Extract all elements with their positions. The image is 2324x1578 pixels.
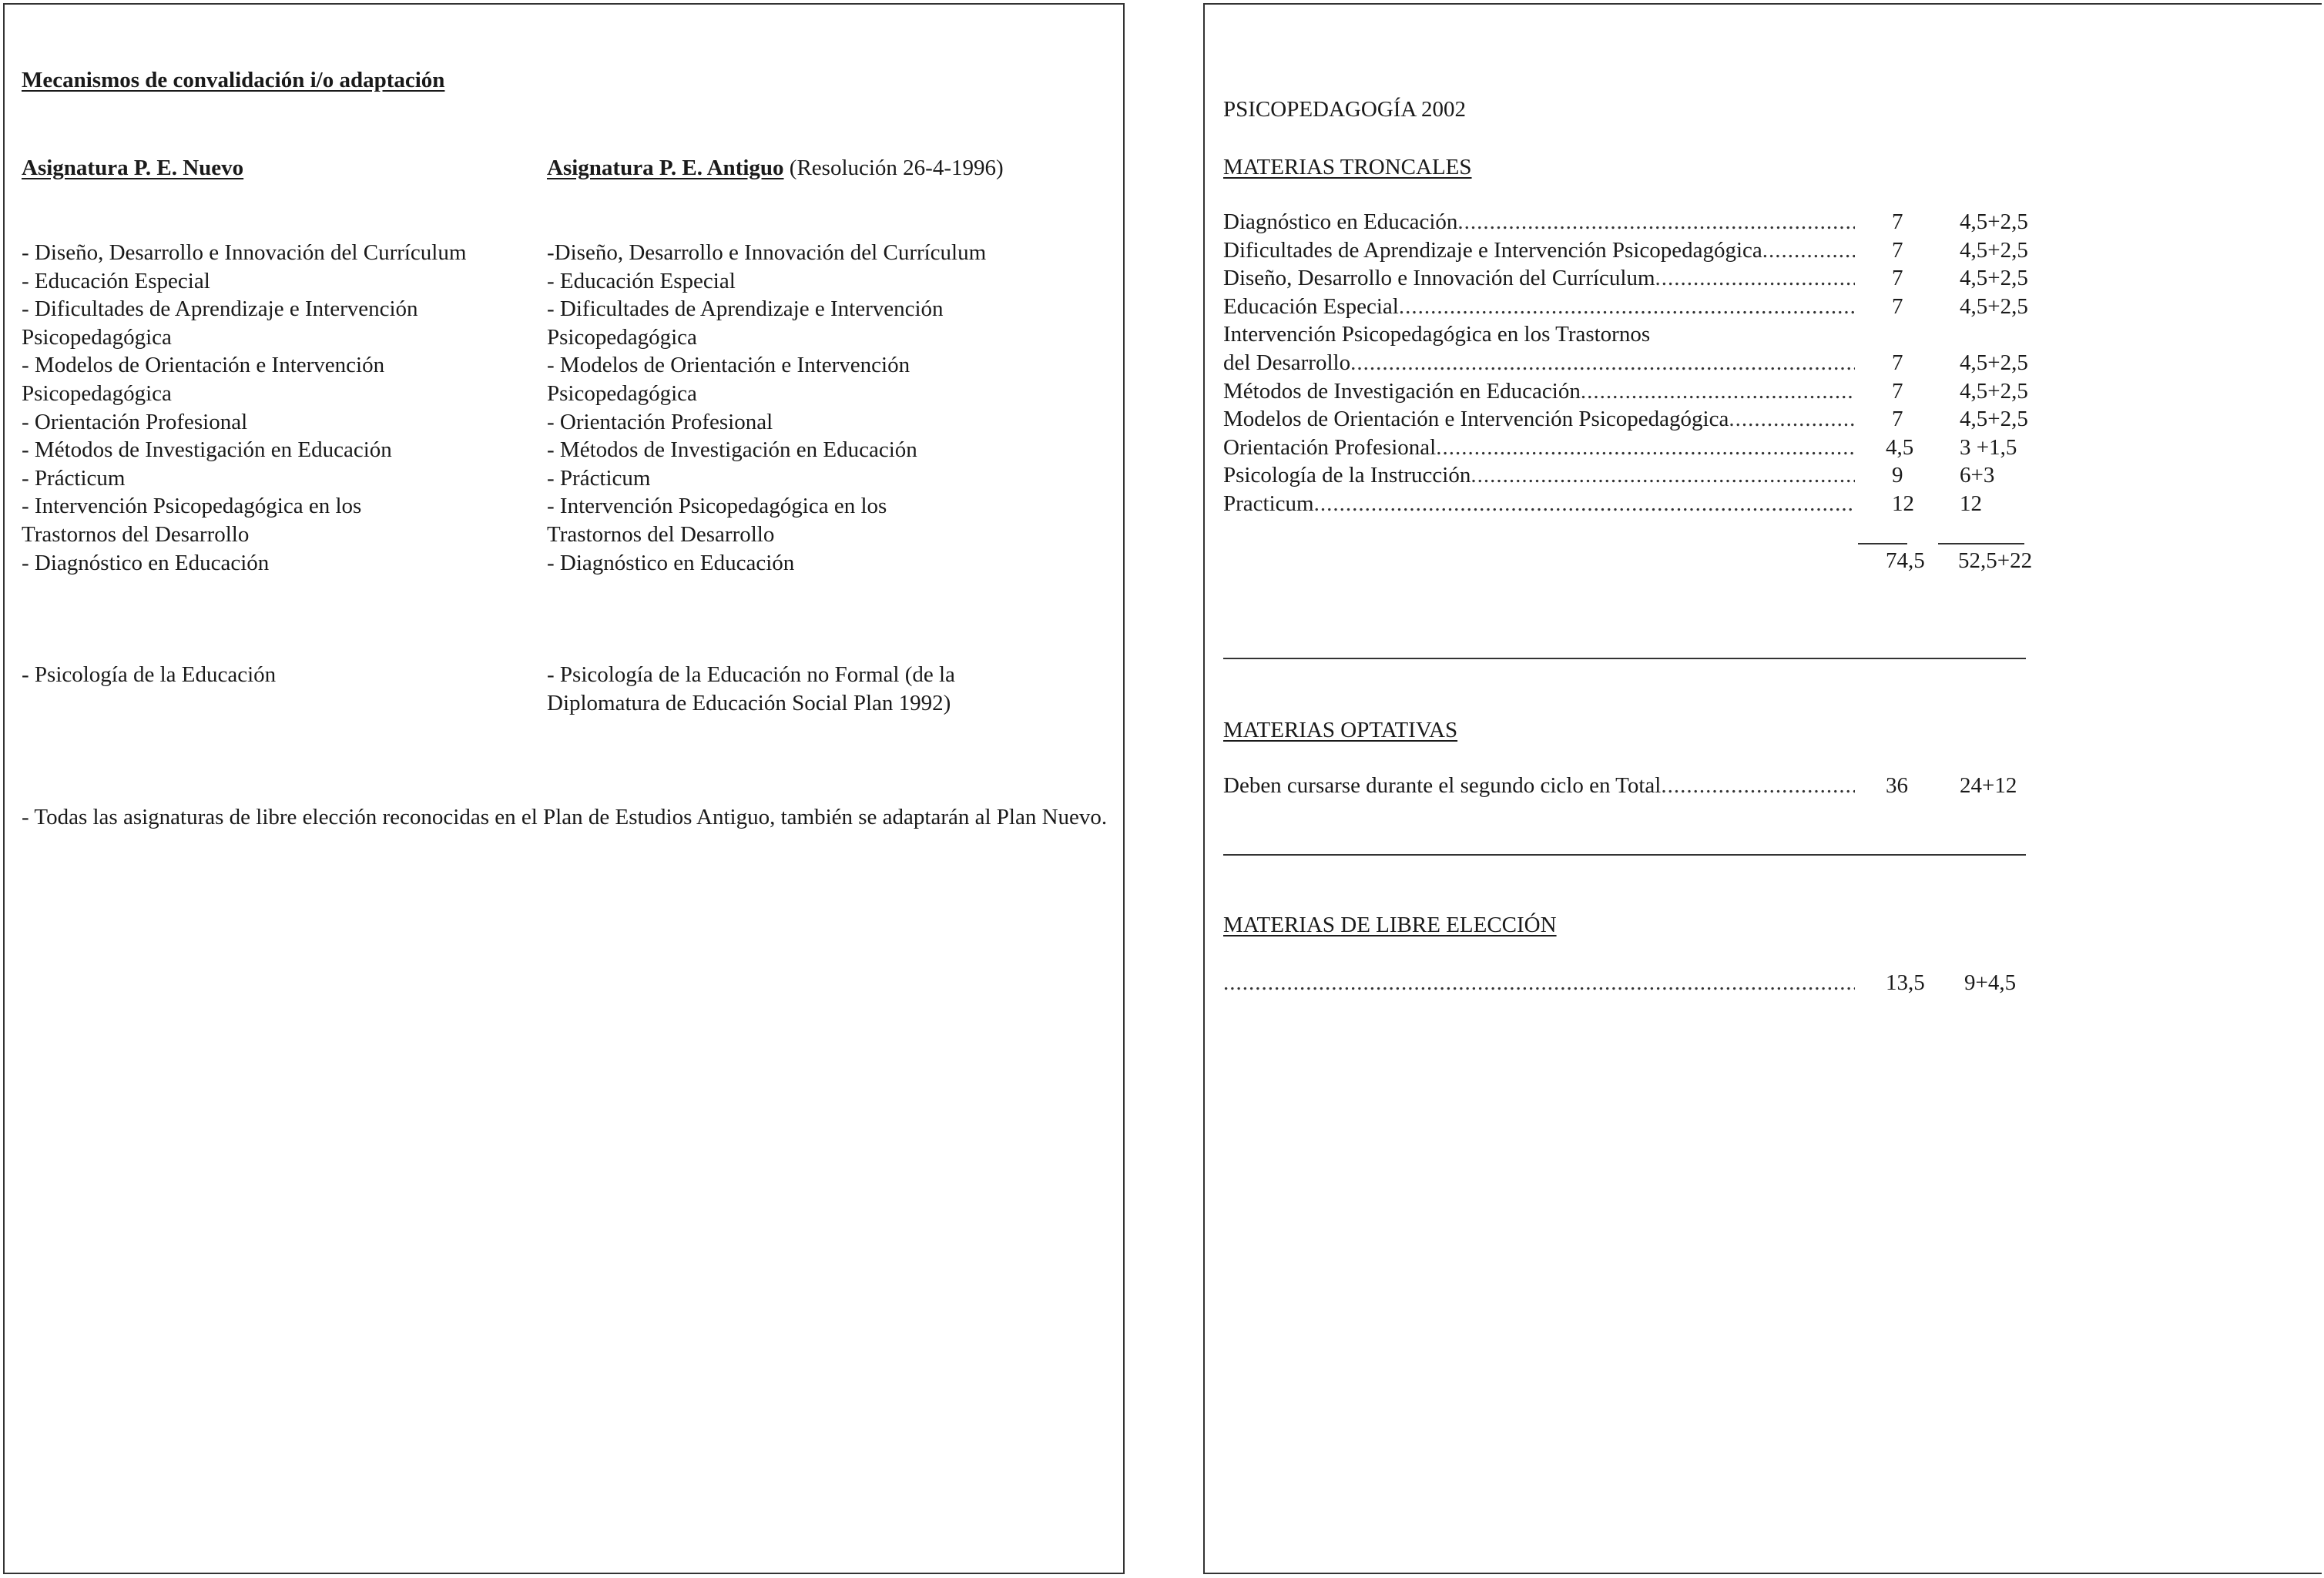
leader-dots: [1457, 208, 1855, 236]
subject-name: Educación Especial: [1223, 293, 1399, 319]
subject-credits: 7: [1892, 266, 1903, 291]
new-plan-subject-line: - Intervención Psicopedagógica en los: [22, 494, 362, 519]
subject-name: Intervención Psicopedagógica en los Trastornos: [1223, 322, 1651, 347]
new-plan-subject-line: - Orientación Profesional: [22, 409, 248, 434]
leader-dots: [1762, 236, 1855, 265]
troncales-row: [1223, 264, 2028, 293]
old-plan-column-header: [547, 154, 1004, 183]
leader-dots: [1223, 969, 1855, 997]
optativas-row-label: Deben cursarse durante el segundo ciclo en Total: [1223, 773, 1662, 798]
leader-dots: [1471, 461, 1855, 490]
old-plan-subject-list: [547, 239, 1102, 577]
old-plan-subject-line: -Diseño, Desarrollo e Innovación del Currículum: [547, 240, 987, 265]
troncales-heading: MATERIAS TRONCALES: [1223, 155, 1472, 179]
troncales-row: [1223, 293, 2028, 321]
new-plan-subject-line: Psicopedagógica: [22, 380, 172, 406]
subject-credits: 7: [1892, 350, 1903, 375]
psychology-old-subject-line1: - Psicología de la Educación no Formal (de la: [547, 662, 955, 687]
subject-credit-split: 4,5+2,5: [1960, 350, 2028, 375]
old-plan-subject-line: - Prácticum: [547, 465, 651, 491]
subject-credits: 4,5: [1886, 434, 1914, 460]
troncales-row: [1223, 377, 2028, 406]
old-plan-header-label: Asignatura P. E. Antiguo: [547, 156, 784, 180]
libre-credits: 13,5: [1886, 970, 1925, 995]
subject-name: Diseño, Desarrollo e Innovación del Currículum: [1223, 266, 1655, 291]
old-plan-subject-line: - Orientación Profesional: [547, 409, 773, 434]
troncales-row: [1223, 349, 2028, 377]
new-plan-column-header: Asignatura P. E. Nuevo: [22, 156, 244, 180]
old-plan-subject-line: - Dificultades de Aprendizaje e Intervención: [547, 297, 944, 322]
troncales-row: [1223, 208, 2028, 236]
new-plan-subject-line: - Prácticum: [22, 465, 126, 491]
free-choice-note: - Todas las asignaturas de libre elección reconocidas en el Plan de Estudios Antiguo, también se adaptarán al Plan Nuevo.: [22, 805, 1108, 829]
old-plan-subject-line: - Intervención Psicopedagógica en los: [547, 494, 887, 519]
leader-dots: [1314, 490, 1855, 518]
subject-name: Métodos de Investigación en Educación: [1223, 378, 1581, 404]
subject-credit-split: 4,5+2,5: [1960, 293, 2028, 319]
leader-dots: [1350, 349, 1855, 377]
old-plan-header-resolution: (Resolución 26-4-1996): [783, 156, 1004, 180]
libre-row: [1223, 969, 2024, 997]
old-plan-subject-line: - Diagnóstico en Educación: [547, 550, 795, 575]
subject-name: Practicum: [1223, 491, 1314, 516]
subject-credit-split: 12: [1960, 491, 1982, 516]
subject-credits: 12: [1892, 491, 1914, 516]
new-plan-subject-line: - Diseño, Desarrollo e Innovación del Currículum: [22, 240, 467, 265]
psychology-old-subject-line2: Diplomatura de Educación Social Plan 1992): [547, 691, 951, 715]
subject-name: Modelos de Orientación e Intervención Psicopedagógica: [1223, 407, 1729, 432]
subject-name: Dificultades de Aprendizaje e Intervención Psicopedagógica: [1223, 237, 1762, 263]
subject-credit-split: 4,5+2,5: [1960, 378, 2028, 404]
libre-heading: MATERIAS DE LIBRE ELECCIÓN: [1223, 913, 1557, 937]
section-divider: [1223, 658, 2026, 659]
new-plan-subject-line: - Modelos de Orientación e Intervención: [22, 353, 385, 378]
new-plan-subject-line: - Educación Especial: [22, 268, 210, 293]
new-plan-subject-line: - Dificultades de Aprendizaje e Intervención: [22, 297, 418, 322]
subject-credit-split: 4,5+2,5: [1960, 407, 2028, 432]
troncales-row: [1223, 461, 2024, 490]
old-plan-subject-line: Psicopedagógica: [547, 380, 697, 406]
troncales-row: [1223, 434, 2024, 462]
optativas-row: [1223, 772, 2024, 800]
new-plan-subject-line: - Métodos de Investigación en Educación: [22, 437, 392, 463]
subject-credit-split: 4,5+2,5: [1960, 209, 2028, 234]
leader-dots: [1655, 264, 1855, 293]
subject-credit-split: 4,5+2,5: [1960, 266, 2028, 291]
psychology-new-subject: - Psicología de la Educación: [22, 662, 277, 687]
section-divider: [1223, 854, 2026, 856]
new-plan-subject-list: [22, 239, 538, 577]
troncales-total-credits: 74,5: [1886, 548, 1925, 573]
new-plan-subject-line: Trastornos del Desarrollo: [22, 521, 250, 547]
subject-credits: 7: [1892, 378, 1903, 404]
subject-name: Psicología de la Instrucción: [1223, 463, 1471, 488]
leader-dots: [1661, 772, 1855, 800]
right-page: [1203, 3, 2322, 1574]
leader-dots: [1729, 405, 1855, 434]
credits-total-rule: [1858, 543, 1907, 544]
troncales-row: [1223, 320, 2024, 349]
troncales-row: [1223, 236, 2028, 265]
troncales-total-split: 52,5+22: [1958, 548, 2033, 573]
optativas-split: 24+12: [1960, 773, 2017, 798]
libre-split: 9+4,5: [1964, 970, 2017, 995]
leader-dots: [1436, 434, 1855, 462]
optativas-heading: MATERIAS OPTATIVAS: [1223, 718, 1458, 742]
subject-credits: 7: [1892, 407, 1903, 432]
subject-credits: 7: [1892, 209, 1903, 234]
troncales-row: [1223, 490, 2024, 518]
leader-dots: [1581, 377, 1855, 406]
new-plan-subject-line: - Diagnóstico en Educación: [22, 550, 270, 575]
subject-name: Orientación Profesional: [1223, 434, 1437, 460]
subject-credits: 7: [1892, 293, 1903, 319]
program-title: PSICOPEDAGOGÍA 2002: [1223, 97, 1467, 122]
subject-credits: 9: [1892, 463, 1903, 488]
subject-name: del Desarrollo: [1223, 350, 1351, 375]
optativas-credits: 36: [1886, 773, 1908, 798]
subject-credits: 7: [1892, 237, 1903, 263]
subject-credit-split: 3 +1,5: [1960, 434, 2017, 460]
subject-credit-split: 4,5+2,5: [1960, 237, 2028, 263]
subject-name: Diagnóstico en Educación: [1223, 209, 1458, 234]
troncales-row: [1223, 405, 2028, 434]
leader-dots: [1399, 293, 1855, 321]
old-plan-subject-line: - Métodos de Investigación en Educación: [547, 437, 917, 463]
troncales-total-row: [1223, 547, 2033, 575]
new-plan-subject-line: Psicopedagógica: [22, 324, 172, 350]
split-total-rule: [1938, 543, 2024, 544]
subject-credit-split: 6+3: [1960, 463, 1995, 488]
old-plan-subject-line: Trastornos del Desarrollo: [547, 521, 775, 547]
old-plan-subject-line: - Modelos de Orientación e Intervención: [547, 353, 910, 378]
convalidation-title: Mecanismos de convalidación i/o adaptación: [22, 68, 445, 92]
old-plan-subject-line: - Educación Especial: [547, 268, 736, 293]
old-plan-subject-line: Psicopedagógica: [547, 324, 697, 350]
left-page: [3, 3, 1125, 1574]
